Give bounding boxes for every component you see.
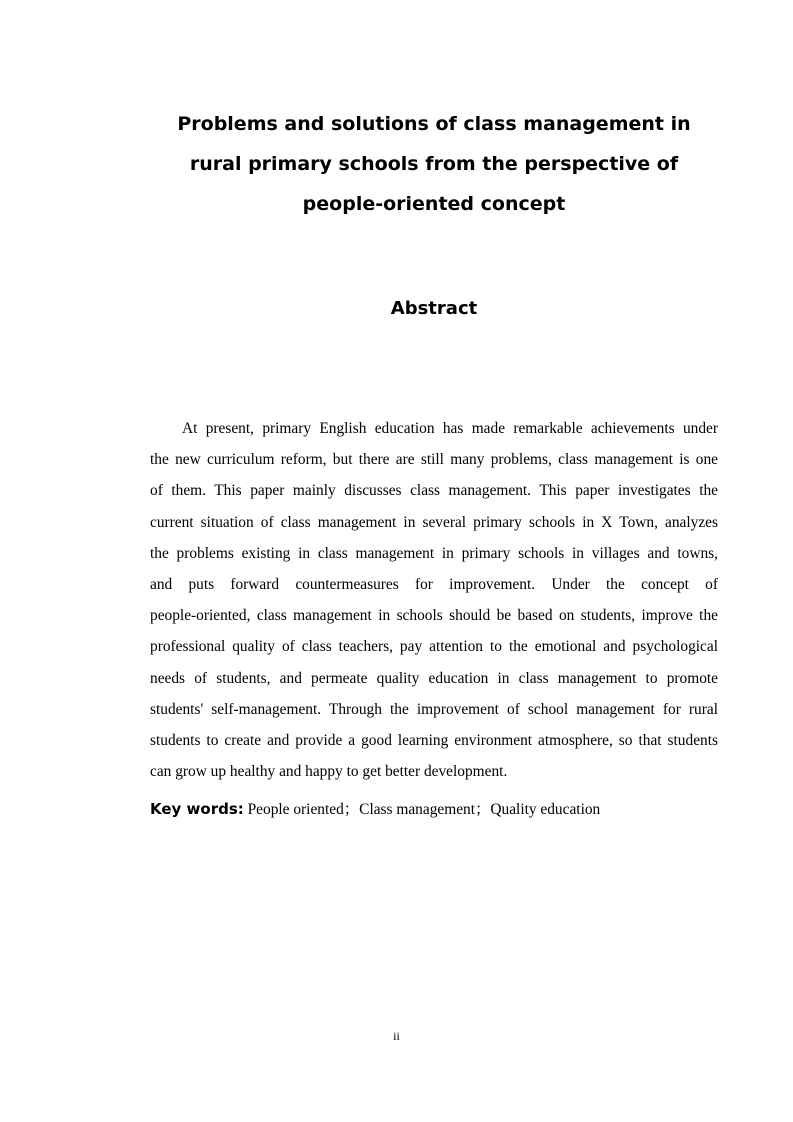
abstract-line: professional quality of class teachers, pay attention to the emotional and psychological	[150, 638, 718, 656]
keywords	[150, 796, 718, 823]
abstract-line: needs of students, and permeate quality education in class management to promote	[150, 669, 718, 687]
abstract-line: students to create and provide a good learning environment atmosphere, so that students	[150, 731, 718, 749]
abstract-line: the new curriculum reform, but there are still many problems, class management is one	[150, 451, 718, 469]
paper-title	[150, 104, 718, 224]
abstract-body	[150, 413, 718, 787]
keywords-value: People oriented；Class management；Quality education	[247, 801, 601, 818]
page-number: ii	[393, 1029, 400, 1043]
abstract-line: can grow up healthy and happy to get better development.	[150, 763, 508, 781]
paper-title-line-1: Problems and solutions of class management in	[177, 113, 691, 135]
abstract-line: and puts forward countermeasures for improvement. Under the concept of	[150, 575, 718, 593]
abstract-line: At present, primary English education has made remarkable achievements under	[182, 420, 718, 437]
keywords-label: Key words:	[150, 800, 244, 818]
abstract-heading: Abstract	[390, 298, 478, 319]
paper-title-line-3: people-oriented concept	[302, 193, 566, 215]
abstract-line: of them. This paper mainly discusses class management. This paper investigates the	[150, 482, 718, 500]
abstract-line: people-oriented, class management in schools should be based on students, improve the	[150, 607, 718, 625]
abstract-line: the problems existing in class management in primary schools in villages and towns,	[150, 544, 718, 562]
paper-title-line-2: rural primary schools from the perspective of	[189, 153, 679, 175]
abstract-line: current situation of class management in several primary schools in X Town, analyzes	[150, 513, 718, 531]
abstract-line: students' self-management. Through the improvement of school management for rural	[150, 700, 718, 718]
